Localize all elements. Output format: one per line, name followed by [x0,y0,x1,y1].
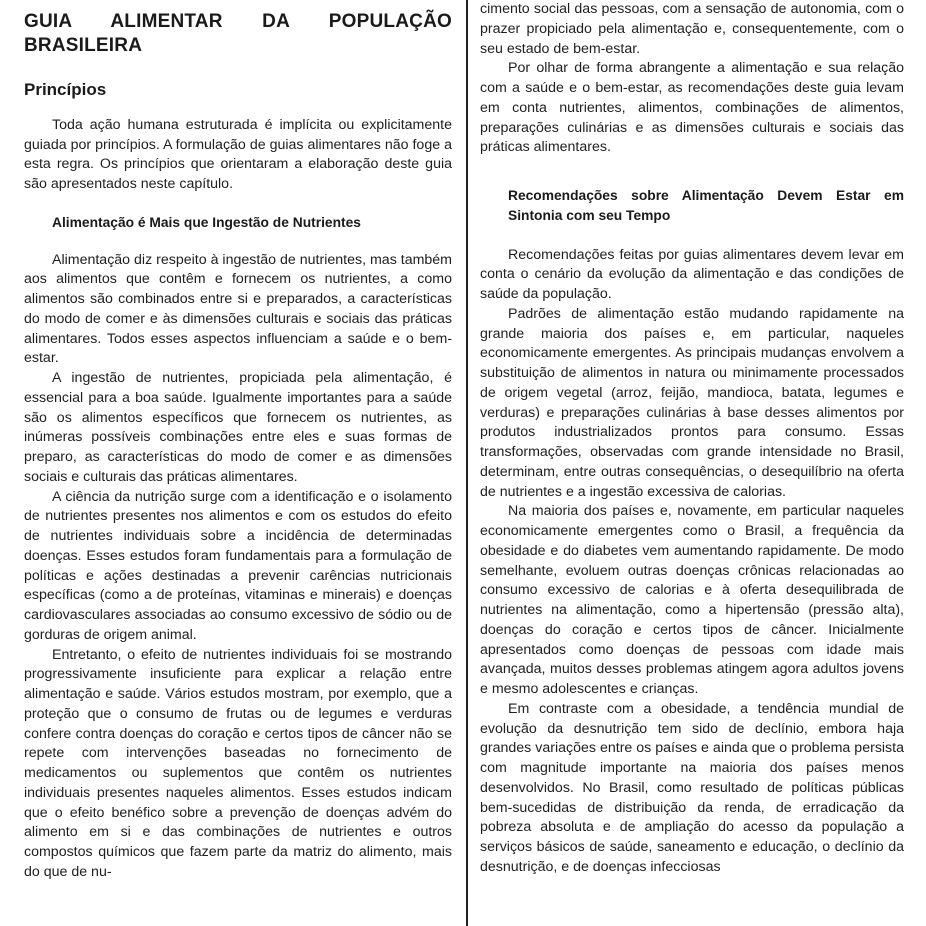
paragraph: A ingestão de nutrientes, propiciada pela alimentação, é essencial para a boa saúde. Igualmente importantes para a saúde são os alimentos específicos que fornecem os nutrientes, as inúmeras possíveis combinações entre eles e suas formas de preparo, as características do modo de comer e as dimensões sociais e culturais das práticas alimentares. [24,370,452,485]
paragraph: Padrões de alimentação estão mudando rapidamente na grande maioria dos países e, em particular, naqueles economicamente emergentes. As principais mudanças envolvem a substituição de alimentos in natura ou minimamente processados de origem vegetal (arroz, feijão, mandioca, batata, legumes e verduras) e preparações culinárias à base desses alimentos por produtos industrializados prontos para consumo. Essas transformações, observadas com grande intensidade no Brasil, determinam, entre outras consequências, o desequilíbrio na oferta de nutrientes e a ingestão excessiva de calorias. [480,305,904,500]
document-title: GUIA ALIMENTAR DA POPULAÇÃO BRASILEIRA [24,11,452,56]
paragraph: Em contraste com a obesidade, a tendência mundial de evolução da desnutrição tem sido de declínio, embora haja grandes variações entre os países e ainda que o problema persista com magnitude importante na maioria dos países menos desenvolvidos. No Brasil, como resultado de políticas públicas bem-sucedidas de distribuição da renda, de erradicação da pobreza absoluta e de ampliação do acesso da população a serviços básicos de saúde, saneamento e educação, o declínio da desnutrição, e de doenças infecciosas [480,700,904,875]
subsection-heading-nutrientes: Alimentação é Mais que Ingestão de Nutrientes [52,214,361,230]
paragraph: Alimentação diz respeito à ingestão de nutrientes, mas também aos alimentos que contêm e fornecem os nutrientes, a como alimentos são combinados entre si e preparados, a características do modo de comer e às dimensões culturais e sociais das práticas alimentares. Todos esses aspectos influenciam a saúde e o bem-estar. [24,251,452,367]
right-column [480,0,904,926]
intro-paragraph: Toda ação humana estruturada é implícita ou explicitamente guiada por princípios. A formulação de guias alimentares não foge a esta regra. Os princípios que orientaram a elaboração deste guia são apresentados neste capítulo. [24,116,452,192]
paragraph: Entretanto, o efeito de nutrientes individuais foi se mostrando progressivamente insuficiente para explicar a relação entre alimentação e saúde. Vários estudos mostram, por exemplo, que a proteção que o consumo de frutas ou de legumes e verduras confere contra doenças do coração e certos tipos de câncer não se repete com intervenções baseadas no fornecimento de medicamentos ou suplementos que contêm os nutrientes individuais presentes naqueles alimentos. Esses estudos indicam que o efeito benéfico sobre a prevenção de doenças advém do alimento em si e das combinações de nutrientes e outros compostos químicos que fazem parte da matriz do alimento, mais do que de nu- [24,646,452,880]
paragraph: Recomendações feitas por guias alimentares devem levar em conta o cenário da evolução da alimentação e das condições de saúde da população. [480,246,904,302]
paragraph: Por olhar de forma abrangente a alimentação e sua relação com a saúde e o bem-estar, as recomendações deste guia levam em conta nutrientes, alimentos, combinações de alimentos, preparações culinárias e as dimensões culturais e sociais das práticas alimentares. [480,60,904,156]
column-divider [466,0,468,926]
subsection-heading-sintonia: Recomendações sobre Alimentação Devem Estar em Sintonia com seu Tempo [508,188,904,223]
paragraph: Na maioria dos países e, novamente, em particular naqueles economicamente emergentes como o Brasil, a frequência da obesidade e do diabetes vem aumentando rapidamente. De modo semelhante, evoluem outras doenças crônicas relacionadas ao consumo excessivo de calorias e à oferta desequilibrada de nutrientes na alimentação, como a hipertensão (pressão alta), doenças do coração e certos tipos de câncer. Inicialmente apresentados como doenças de pessoas com idade mais avançada, muitos desses problemas atingem agora adultos jovens e mesmo adolescentes e crianças. [480,503,904,697]
section-title: Princípios [24,80,107,99]
left-column [24,0,452,926]
continued-paragraph: cimento social das pessoas, com a sensação de autonomia, com o prazer propiciado pela alimentação e, consequentemente, com o seu estado de bem-estar. [480,1,904,57]
paragraph: A ciência da nutrição surge com a identificação e o isolamento de nutrientes presentes nos alimentos e com os estudos do efeito de nutrientes individuais sobre a incidência de determinadas doenças. Esses estudos foram fundamentais para a formulação de políticas e ações destinadas a prevenir carências nutricionais específicas (como a de proteínas, vitaminas e minerais) e doenças cardiovasculares associadas ao consumo excessivo de sódio ou de gorduras de origem animal. [24,488,452,643]
